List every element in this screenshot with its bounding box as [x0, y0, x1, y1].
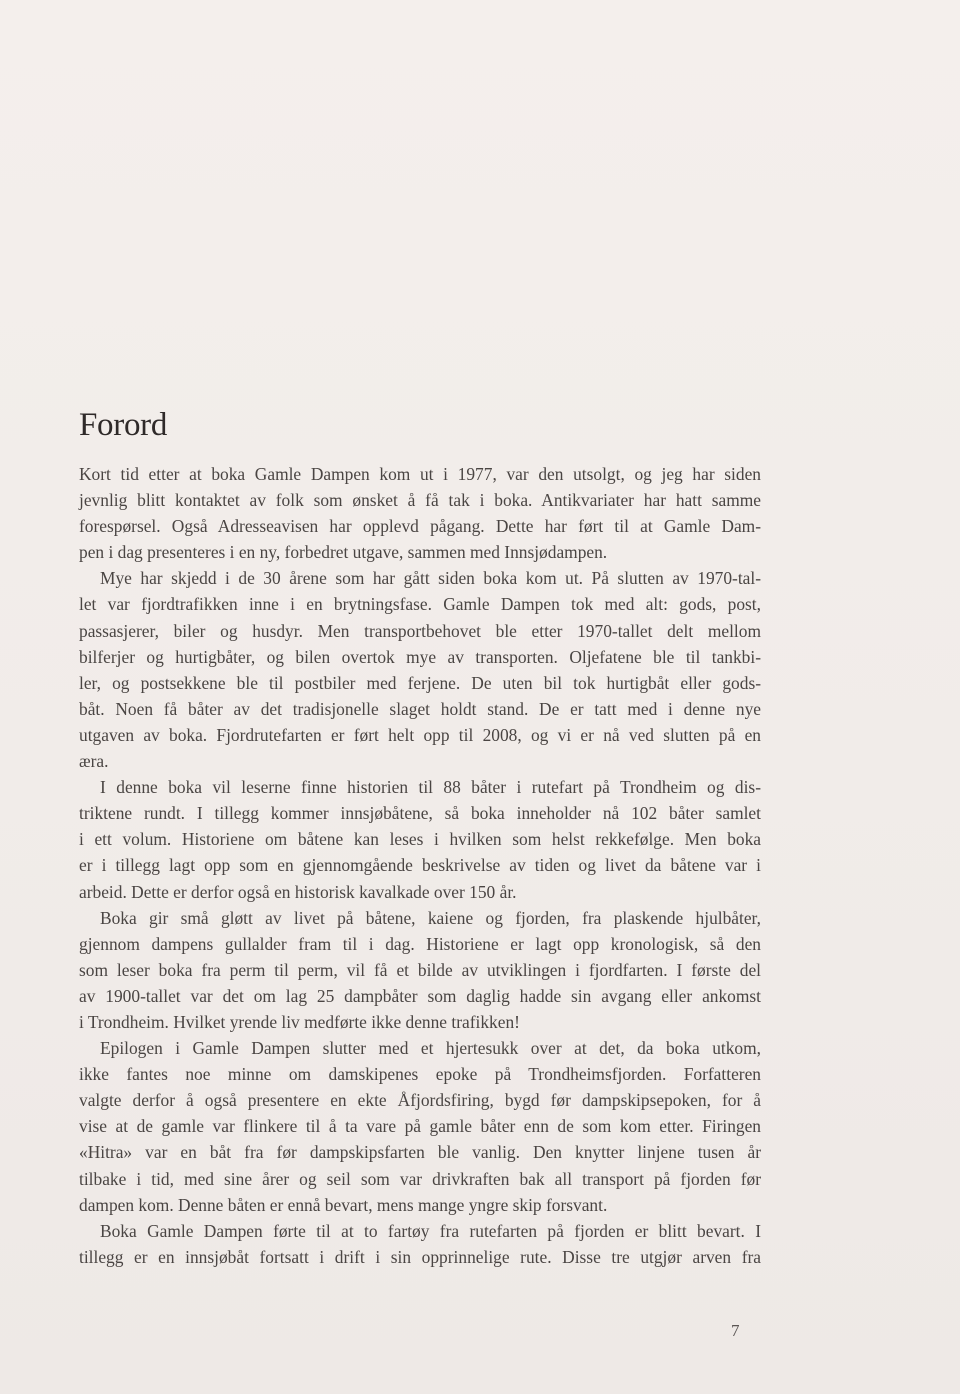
- text-line: forespørsel. Også Adresseavisen har opplevd pågang. Dette har ført til at Gamle Dam-: [79, 516, 761, 537]
- text-line: arbeid. Dette er derfor også en historisk kavalkade over 150 år.: [79, 881, 517, 902]
- text-line: dampen kom. Denne båten er ennå bevart, mens mange yngre skip forsvant.: [79, 1194, 608, 1215]
- text-line: ler, og postsekkene ble til postbiler med ferjene. De uten bil tok hurtigbåt eller gods-: [79, 672, 761, 693]
- text-line: som leser boka fra perm til perm, vil få et bilde av utviklingen i fjordfarten. I første del: [79, 959, 761, 980]
- text-line: Mye har skjedd i de 30 årene som har gått siden boka kom ut. På slutten av 1970-tal-: [100, 568, 761, 589]
- text-line: tillegg er en innsjøbåt fortsatt i drift i sin opprinnelige rute. Disse tre utgjør arven fra: [79, 1246, 761, 1267]
- text-line: vise at de gamle var flinkere til å ta vare på gamle båter enn de som kom etter. Firingen: [79, 1116, 761, 1137]
- text-line: æra.: [79, 751, 109, 772]
- text-line: triktene rundt. I tillegg kommer innsjøbåtene, så boka inneholder nå 102 båter samlet: [79, 803, 761, 824]
- text-line: I denne boka vil leserne finne historien til 88 båter i rutefart på Trondheim og dis-: [100, 777, 761, 798]
- paragraph-6: [79, 1218, 761, 1270]
- page-number: 7: [731, 1321, 740, 1340]
- text-line: tilbake i tid, med sine årer og seil som var drivkraften bak all transport på fjorden før: [79, 1168, 761, 1189]
- text-line: ikke fantes noe minne om damskipenes epoke på Trondheimsfjorden. Forfatteren: [79, 1064, 761, 1085]
- paragraph-2: [79, 565, 761, 774]
- text-line: Boka gir små gløtt av livet på båtene, kaiene og fjorden, fra plaskende hjulbåter,: [100, 907, 761, 928]
- text-line: passasjerer, biler og husdyr. Men transportbehovet ble etter 1970-tallet delt mellom: [79, 620, 761, 641]
- text-line: let var fjordtrafikken inne i en brytningsfase. Gamle Dampen tok med alt: gods, post,: [79, 594, 761, 615]
- paragraph-1: [79, 461, 761, 565]
- paragraph-4: [79, 905, 761, 1035]
- text-line: «Hitra» var en båt fra før dampskipsfarten ble vanlig. Den knytter linjene tusen år: [79, 1142, 761, 1163]
- text-line: i ett volum. Historiene om båtene kan leses i hvilken som helst rekkefølge. Men boka: [79, 829, 761, 850]
- text-line: av 1900-tallet var det om lag 25 dampbåter som daglig hadde sin avgang eller ankomst: [79, 985, 761, 1006]
- text-line: valgte derfor å også presentere en ekte Åfjordsfiring, bygd før dampskipsepoken, for å: [79, 1090, 761, 1111]
- paragraph-5: [79, 1035, 761, 1218]
- chapter-title: Forord: [79, 407, 168, 443]
- text-line: Kort tid etter at boka Gamle Dampen kom ut i 1977, var den utsolgt, og jeg har siden: [79, 464, 761, 484]
- text-line: bilferjer og hurtigbåter, og bilen overtok mye av transporten. Oljefatene ble til tankbi-: [79, 646, 761, 667]
- preface-body: [79, 461, 761, 1270]
- text-line: utgaven av boka. Fjordrutefarten er ført helt opp til 2008, og vi er nå ved slutten på en: [79, 724, 761, 745]
- text-line: i Trondheim. Hvilket yrende liv medførte ikke denne trafikken!: [79, 1011, 520, 1032]
- text-line: gjennom dampens gullalder fram til i dag. Historiene er lagt opp kronologisk, så den: [79, 933, 761, 954]
- text-line: Boka Gamle Dampen førte til at to fartøy fra rutefarten på fjorden er blitt bevart. I: [100, 1220, 761, 1241]
- text-line: båt. Noen få båter av det tradisjonelle slaget holdt stand. De er tatt med i denne nye: [79, 698, 761, 719]
- text-line: pen i dag presenteres i en ny, forbedret utgave, sammen med Innsjødampen.: [79, 542, 608, 563]
- text-line: Epilogen i Gamle Dampen slutter med et hjertesukk over at det, da boka utkom,: [100, 1038, 761, 1059]
- text-line: er i tillegg lagt opp som en gjennomgående beskrivelse av tiden og livet da båtene var i: [79, 855, 761, 876]
- text-line: jevnlig blitt kontaktet av folk som ønsket å få tak i boka. Antikvariater har hatt samme: [79, 490, 761, 511]
- paragraph-3: [79, 774, 761, 904]
